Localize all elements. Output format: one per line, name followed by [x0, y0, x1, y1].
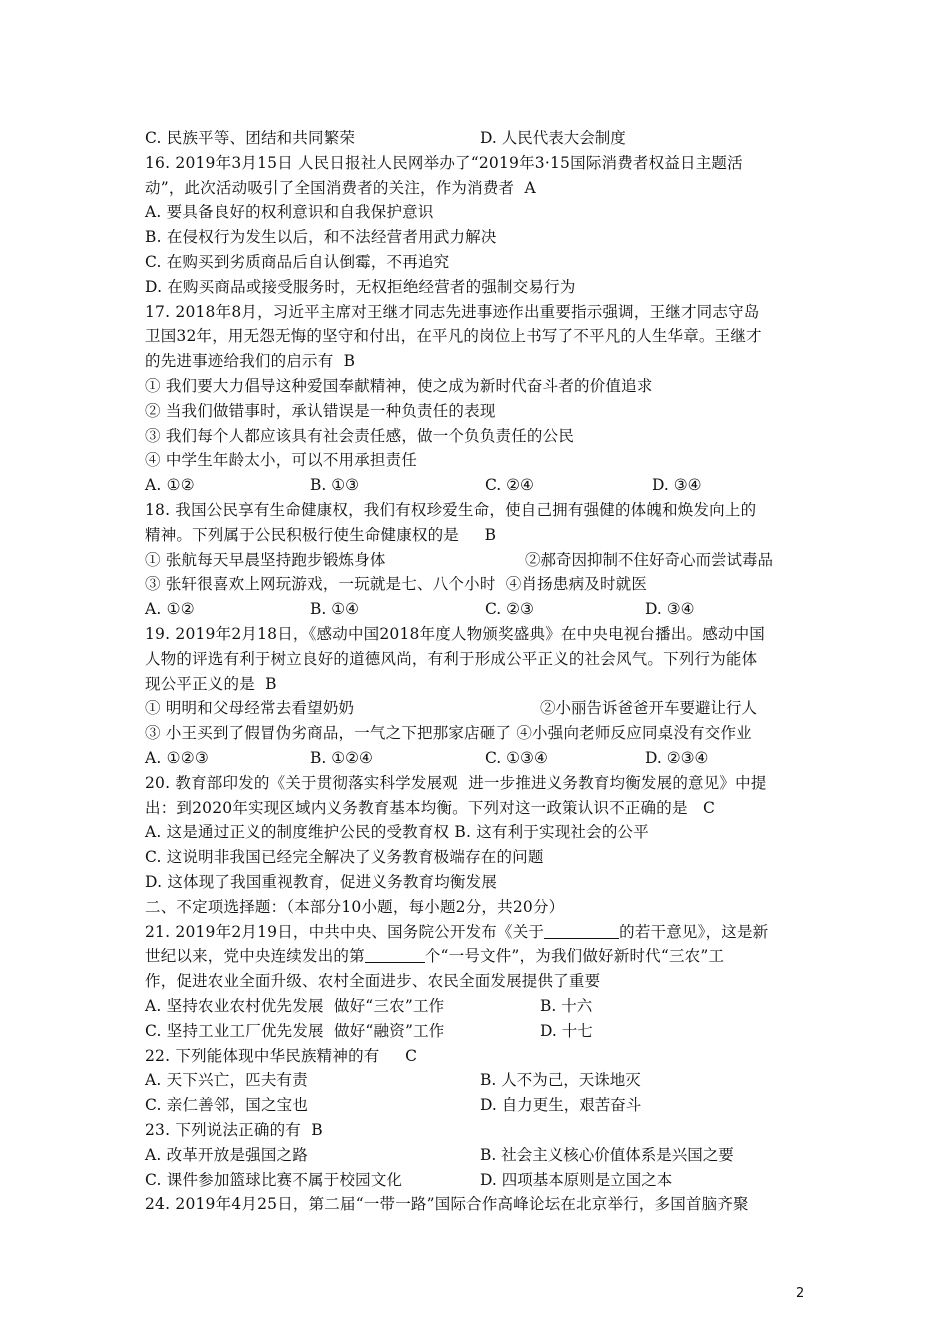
line-text: A. ①②	[145, 600, 195, 619]
line-text: D. 在购买商品或接受服务时，无权拒绝经营者的强制交易行为	[145, 277, 576, 296]
option-text: ②郝奇因抑制不住好奇心而尝试毒品	[525, 550, 774, 569]
line-text: A. 这是通过正义的制度维护公民的受教育权 B. 这有利于实现社会的公平	[145, 823, 649, 842]
text-line	[145, 399, 825, 423]
answer-blank	[544, 922, 619, 939]
text-line	[145, 969, 825, 993]
text-line	[145, 870, 825, 894]
line-text: 人物的评选有利于树立良好的道德风尚，有利于形成公平正义的社会风气。下列行为能体	[145, 649, 758, 668]
answer-blank	[365, 946, 425, 963]
line-text: D. 这体现了我国重视教育，促进义务教育均衡发展	[145, 873, 498, 891]
text-line	[145, 349, 825, 373]
text-line	[145, 721, 825, 745]
text-line	[145, 622, 825, 646]
line-text: ③ 我们每个人都应该具有社会责任感，做一个负负责任的公民	[145, 426, 575, 445]
option-text: B. 人不为己，天诛地灭	[480, 1071, 641, 1090]
option-text: D. ③④	[645, 600, 695, 619]
text-line	[145, 944, 825, 968]
line-text: C. 在购买到劣质商品后自认倒霉，不再追究	[145, 253, 450, 271]
line-text: A. ①②	[145, 476, 195, 495]
text-line	[145, 771, 825, 795]
line-text: 21. 2019年2月19日，中共中央、国务院公开发布《关于	[145, 922, 545, 941]
line-text: 16. 2019年3月15日 人民日报社人民网举办了“2019年3·15国际消费者权益日主题活	[145, 153, 743, 172]
text-line	[145, 820, 825, 844]
line-text: B. 在侵权行为发生以后，和不法经营者用武力解决	[145, 228, 497, 247]
text-line	[145, 572, 825, 596]
text-line	[145, 300, 825, 324]
option-text: D. 自力更生，艰苦奋斗	[480, 1096, 642, 1115]
line-text: C. 坚持工业工厂优先发展 做好“融资”工作	[145, 1021, 445, 1040]
text-line	[145, 176, 825, 200]
text-line	[145, 994, 825, 1018]
page-number: 2	[796, 1286, 805, 1301]
option-text: B. 十六	[540, 997, 593, 1015]
line-text: 18. 我国公民享有生命健康权，我们有权珍爱生命，使自己拥有强健的体魄和焕发向上的	[145, 501, 757, 519]
line-text: C. 民族平等、团结和共同繁荣	[145, 129, 356, 147]
line-text: C. 这说明非我国已经完全解决了义务教育极端存在的问题	[145, 848, 544, 867]
option-text: C. ②③	[485, 600, 534, 619]
text-line	[145, 374, 825, 398]
line-text: 世纪以来，党中央连续发出的第	[145, 947, 365, 966]
option-text: B. 社会主义核心价值体系是兴国之要	[480, 1145, 734, 1164]
line-text: 动”，此次活动吸引了全国消费者的关注，作为消费者 A	[145, 178, 536, 197]
line-text: 卫国32年，用无怨无悔的坚守和付出，在平凡的岗位上书写了不平凡的人生华章。王继才	[145, 327, 762, 346]
line-text: 作，促进农业全面升级、农村全面进步、农民全面发展提供了重要	[145, 972, 601, 991]
line-text: 二、不定项选择题：（本部分10小题，每小题2分，共20分）	[145, 897, 565, 916]
option-text: B. ①④	[310, 600, 360, 619]
line-text: ④ 中学生年龄太小，可以不用承担责任	[145, 451, 418, 470]
line-text: ① 张航每天早晨坚持跑步锻炼身体	[145, 550, 386, 569]
line-text: A. 天下兴亡，匹夫有责	[145, 1071, 308, 1090]
text-line	[145, 498, 825, 522]
line-text: ② 当我们做错事时，承认错误是一种负责任的表现	[145, 401, 496, 420]
text-line	[145, 523, 825, 547]
text-line	[145, 1192, 825, 1216]
line-text: ③ 张轩很喜欢上网玩游戏，一玩就是七、八个小时 ④肖扬患病及时就医	[145, 575, 648, 594]
text-line	[145, 448, 825, 472]
option-text: D. 人民代表大会制度	[480, 129, 626, 147]
line-text: 24. 2019年4月25日，第二届“一带一路”国际合作高峰论坛在北京举行，多国首脑齐聚	[145, 1195, 749, 1214]
option-text: C. ①③④	[485, 749, 548, 767]
line-text: 精神。下列属于公民积极行使生命健康权的是 B	[145, 525, 497, 544]
option-text: B. ①②④	[310, 749, 373, 767]
line-text: ③ 小王买到了假冒伪劣商品，一气之下把那家店砸了 ④小强向老师反应同桌没有交作业	[145, 724, 752, 743]
option-text: D. 十七	[540, 1021, 593, 1040]
text-line	[145, 225, 825, 249]
text-line	[145, 796, 825, 820]
text-line	[145, 151, 825, 175]
line-text: 的若干意见》，这是新	[619, 922, 769, 941]
text-line	[145, 275, 825, 299]
line-text: 出：到2020年实现区域内义务教育基本均衡。下列对这一政策认识不正确的是 C	[145, 798, 716, 817]
option-text: D. ③④	[652, 476, 702, 495]
line-text: 20. 教育部印发的《关于贯彻落实科学发展观 进一步推进义务教育均衡发展的意见》中提	[145, 773, 767, 792]
line-text: 的先进事迹给我们的启示有 B	[145, 352, 356, 371]
text-line	[145, 1044, 825, 1068]
line-text: 17. 2018年8月，习近平主席对王继才同志先进事迹作出重要指示强调，王继才同志守岛	[145, 302, 760, 321]
line-text: A. 改革开放是强国之路	[145, 1145, 308, 1164]
line-text: 个“一号文件”，为我们做好新时代“三农”工	[424, 947, 725, 966]
text-line	[145, 250, 825, 274]
text-line	[145, 1019, 825, 1043]
option-text: C. ②④	[485, 476, 534, 495]
option-text: B. ①③	[310, 476, 360, 495]
text-line	[145, 1118, 825, 1142]
text-line	[145, 672, 825, 696]
text-line	[145, 424, 825, 448]
line-text: 22. 下列能体现中华民族精神的有 C	[145, 1046, 418, 1065]
text-line	[145, 200, 825, 224]
text-line	[145, 324, 825, 348]
text-line	[145, 895, 825, 919]
text-line	[145, 845, 825, 869]
line-text: A. 要具备良好的权利意识和自我保护意识	[145, 203, 434, 222]
line-text: C. 课件参加篮球比赛不属于校园文化	[145, 1170, 403, 1189]
option-text: ②小丽告诉爸爸开车要避让行人	[540, 699, 758, 718]
line-text: 19. 2019年2月18日，《感动中国2018年度人物颁奖盛典》在中央电视台播出。感动中国	[145, 625, 766, 643]
line-text: C. 亲仁善邻，国之宝也	[145, 1096, 309, 1115]
line-text: A. ①②③	[145, 749, 209, 767]
line-text: 现公平正义的是 B	[145, 674, 277, 693]
option-text: D. 四项基本原则是立国之本	[480, 1170, 673, 1189]
line-text: A. 坚持农业农村优先发展 做好“三农”工作	[145, 997, 445, 1015]
line-text: ① 明明和父母经常去看望奶奶	[145, 699, 355, 718]
line-text: ① 我们要大力倡导这种爱国奉献精神，使之成为新时代奋斗者的价值追求	[145, 377, 653, 395]
line-text: 23. 下列说法正确的有 B	[145, 1121, 323, 1139]
text-line	[145, 647, 825, 671]
text-line	[145, 920, 825, 944]
option-text: D. ②③④	[645, 749, 709, 767]
